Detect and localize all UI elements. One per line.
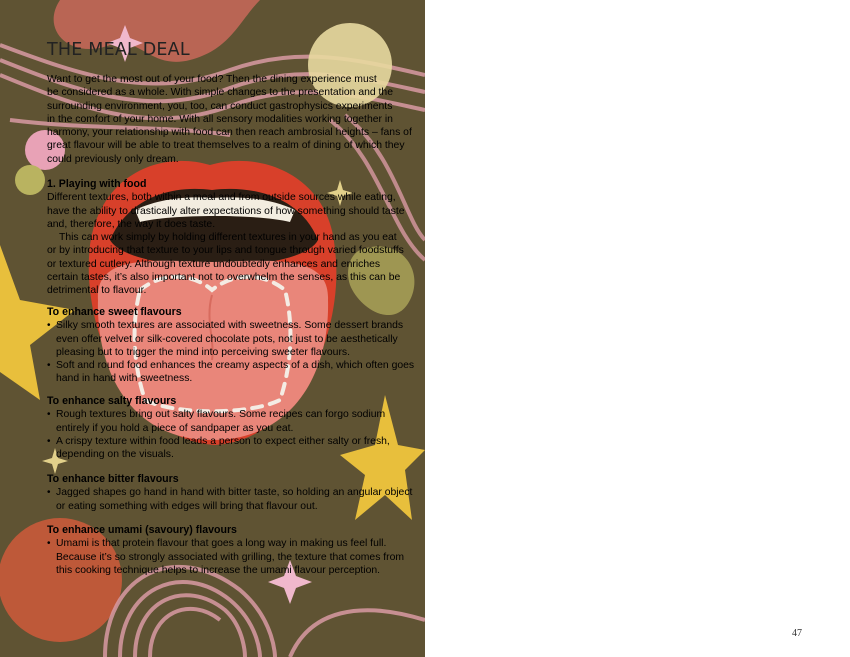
olive-circle bbox=[15, 165, 45, 195]
bullet-mark: • bbox=[47, 360, 51, 372]
bullet-mark: • bbox=[47, 409, 51, 421]
bullet-mark: • bbox=[47, 487, 51, 499]
section-umami bbox=[47, 524, 405, 577]
bullet-line: Because it’s so strongly associated with grilling, the texture that comes from bbox=[56, 551, 405, 563]
bullet-item bbox=[47, 359, 415, 386]
intro-line: in the comfort of your home. With all sensory modalities working together in bbox=[47, 113, 393, 125]
bullet-line: or eating something with edges will bring that flavour out. bbox=[56, 500, 318, 512]
section-heading: To enhance bitter flavours bbox=[47, 473, 179, 485]
bullet-line: Jagged shapes go hand in hand with bitter taste, so holding an angular object bbox=[56, 487, 413, 499]
bullet-item bbox=[47, 408, 397, 435]
bullet-line: even offer velvet or silk-covered chocolate pots, not just to be aesthetically bbox=[56, 333, 398, 345]
bullet-item bbox=[47, 486, 413, 513]
bullet-line: entirely if you hold a piece of sandpaper as you eat. bbox=[56, 422, 294, 434]
body-line: Different textures, both within a meal and from outside sources while eating, bbox=[47, 192, 396, 204]
body-line: This can work simply by holding different textures in your hand as you eat bbox=[59, 232, 397, 244]
body-line: or by introducing that texture to your lips and tongue through varied foodstuffs bbox=[47, 245, 404, 257]
section-heading: To enhance umami (savoury) flavours bbox=[47, 524, 237, 536]
body-line: detrimental to flavour. bbox=[47, 285, 147, 297]
section-salty bbox=[47, 395, 397, 461]
section-sweet bbox=[47, 306, 415, 386]
bullet-item bbox=[47, 537, 405, 577]
bullet-line: this cooking technique helps to increase the umami flavour perception. bbox=[56, 564, 381, 576]
body-line: or textured cutlery. Although texture undoubtedly enhances and enriches bbox=[47, 258, 381, 270]
bullet-item bbox=[47, 319, 404, 359]
bullet-line: hand in hand with sweetness. bbox=[56, 373, 193, 385]
page-number: 47 bbox=[792, 628, 802, 639]
bullet-line: depending on the visuals. bbox=[56, 449, 174, 461]
bullet-item bbox=[47, 435, 397, 462]
body-line: have the ability to drastically alter expectations of how something should taste bbox=[47, 205, 405, 217]
bullet-line: pleasing but to trigger the mind into perceiving sweeter flavours. bbox=[56, 346, 350, 358]
intro-line: great flavour will be able to treat themselves to a realm of dining of which they bbox=[47, 140, 405, 152]
bullet-line: Silky smooth textures are associated with sweetness. Some dessert brands bbox=[56, 320, 404, 332]
page-title: THE MEAL DEAL bbox=[47, 40, 190, 60]
bullet-line: Rough textures bring out salty flavours. Some recipes can forgo sodium bbox=[56, 409, 386, 421]
intro-line: surrounding environment, you, too, can conduct gastrophysics experiments bbox=[47, 100, 393, 112]
body-line: certain tastes, it’s also important not to overwhelm the senses, as this can be bbox=[47, 272, 401, 284]
body-line: and, therefore, the way it does taste. bbox=[47, 218, 216, 230]
bullet-mark: • bbox=[47, 320, 51, 332]
intro-paragraph bbox=[47, 73, 412, 166]
bullet-line: Soft and round food enhances the creamy aspects of a dish, which often goes bbox=[56, 360, 415, 372]
intro-line: be considered as a whole. With simple changes to the presentation and the bbox=[47, 87, 393, 99]
bullet-line: Umami is that protein flavour that goes a long way in making us feel full. bbox=[56, 538, 387, 550]
section-bitter bbox=[47, 473, 413, 513]
text-page bbox=[425, 0, 850, 657]
section-heading: 1. Playing with food bbox=[47, 178, 147, 190]
section-heading: To enhance salty flavours bbox=[47, 395, 177, 407]
intro-line: could previously only dream. bbox=[47, 153, 179, 165]
intro-line: harmony, your relationship with food can then reach ambrosial heights – fans of bbox=[47, 127, 412, 139]
bullet-line: A crispy texture within food leads a person to expect either salty or fresh, bbox=[56, 435, 390, 447]
bullet-mark: • bbox=[47, 435, 51, 447]
section-heading: To enhance sweet flavours bbox=[47, 306, 182, 318]
bullet-mark: • bbox=[47, 538, 51, 550]
intro-line: Want to get the most out of your food? Then the dining experience must bbox=[47, 74, 377, 85]
section-playing-with-food bbox=[47, 178, 405, 298]
